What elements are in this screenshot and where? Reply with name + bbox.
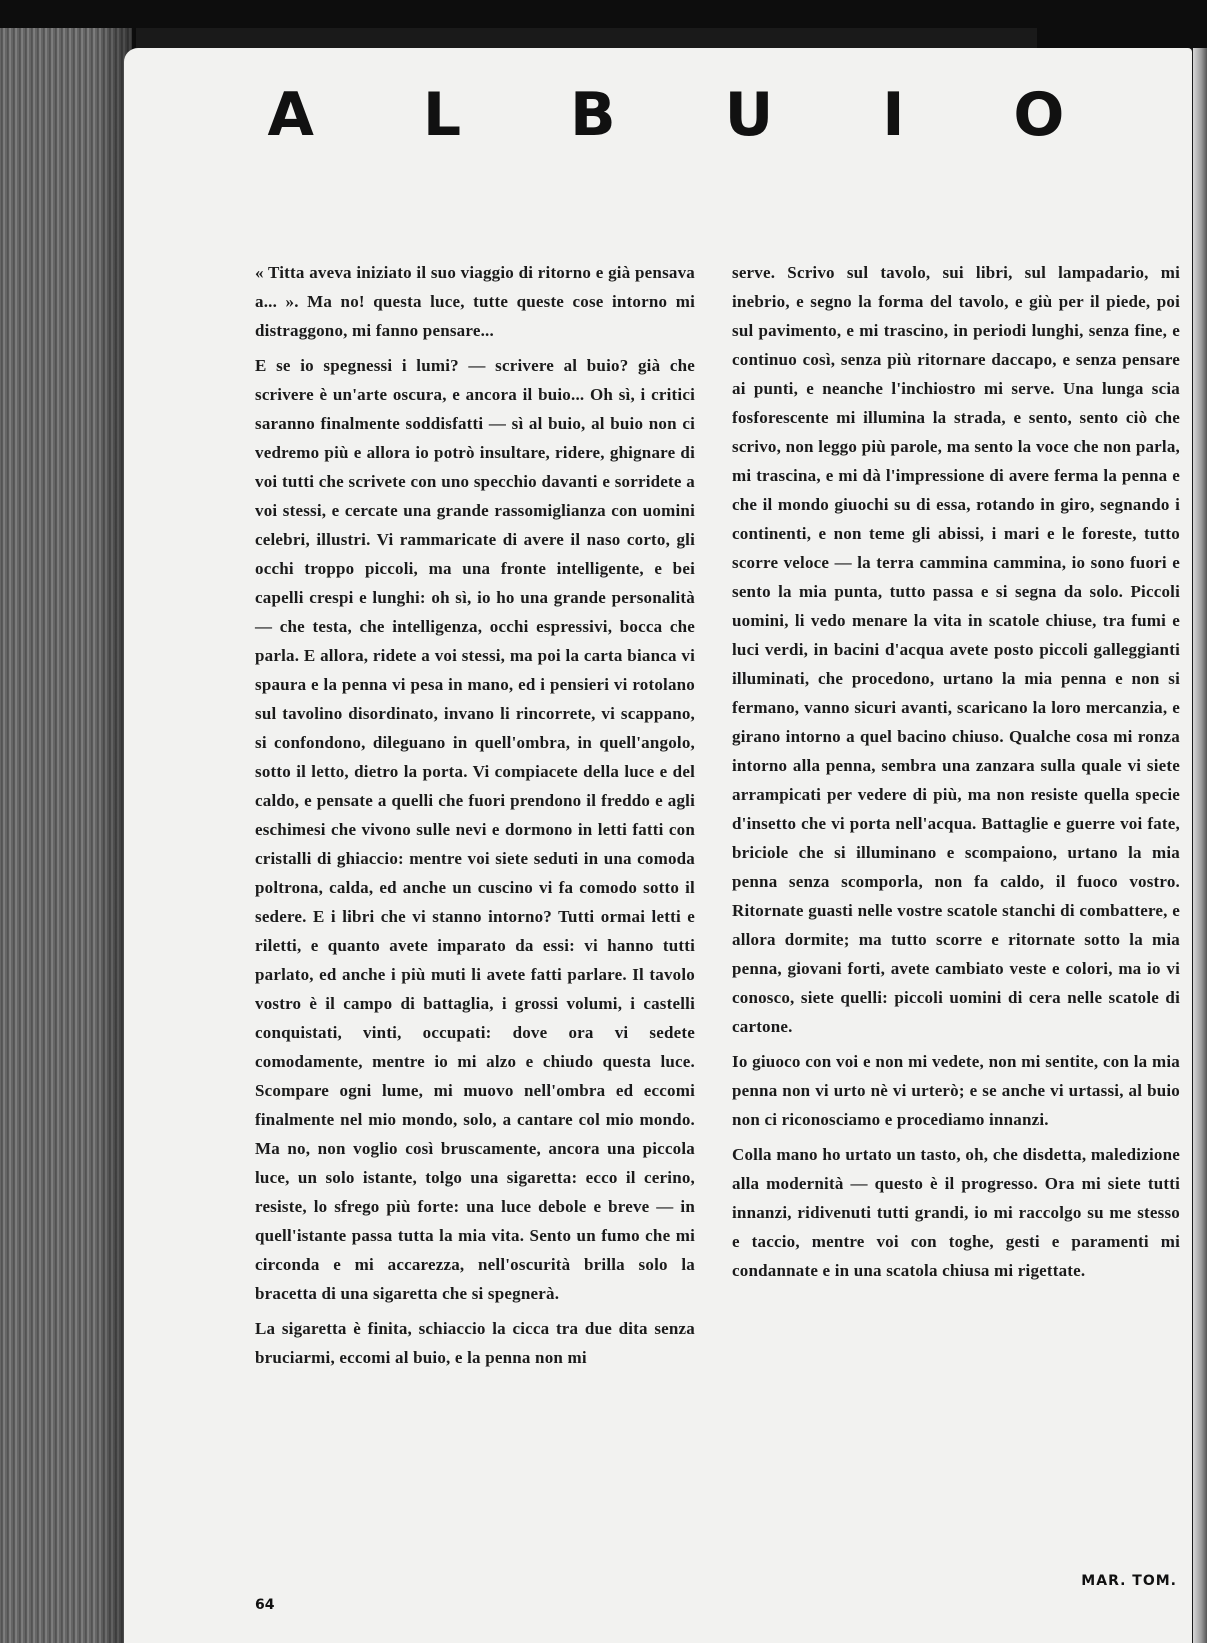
left-column <box>255 258 695 1378</box>
paragraph: La sigaretta è finita, schiaccio la cicca tra due dita senza bruciarmi, eccomi al buio, e la penna non mi <box>255 1319 695 1367</box>
article-title: A L B U I O <box>267 80 1109 150</box>
paragraph: Io giuoco con voi e non mi vedete, non mi sentite, con la mia penna non vi urto nè vi urterò; e se anche vi urtassi, al buio non ci riconosciamo e procediamo innanzi. <box>732 1052 1180 1129</box>
page-right-edge <box>1193 48 1207 1643</box>
author-signature: MAR. TOM. <box>1081 1573 1177 1589</box>
top-right-dark-border <box>1037 0 1207 48</box>
top-dark-border <box>0 0 1207 28</box>
right-column <box>732 258 1180 1291</box>
paragraph: « Titta aveva iniziato il suo viaggio di ritorno e già pensava a... ». Ma no! questa luce, tutte queste cose intorno mi distraggono, mi fanno pensare... <box>255 263 695 340</box>
paragraph: Colla mano ho urtato un tasto, oh, che disdetta, maledizione alla modernità — questo è il progresso. Ora mi siete tutti innanzi, ridivenuti tutti grandi, io mi raccolgo su me stesso e taccio, mentre voi con toghe, gesti e paramenti mi condannate e in una scatola chiusa mi rigettate. <box>732 1145 1180 1280</box>
paragraph: E se io spegnessi i lumi? — scrivere al buio? già che scrivere è un'arte oscura, e ancora il buio... Oh sì, i critici saranno finalmente soddisfatti — sì al buio, al buio non ci vedremo più e allora io potrò insultare, ridere, ghignare di voi tutti che scrivete con uno specchio davanti e sorridete a voi stessi, e cercate una grande rassomiglianza con uomini celebri, illustri. Vi rammaricate di avere il naso corto, gli occhi troppo piccoli, ma una fronte intelligente, e bei capelli crespi e lunghi: oh sì, io ho una grande personalità — che testa, che intelligenza, occhi espressivi, bocca che parla. E allora, ridete a voi stessi, ma poi la carta bianca vi spaura e la penna vi pesa in mano, ed i pensieri vi rotolano sul tavolino disordinato, invano li rincorrete, vi scappano, si confondono, dileguano in quell'ombra, in quell'angolo, sotto il letto, dietro la porta. Vi compiacete della luce e del caldo, e pensate a quelli che fuori prendono il freddo e agli eschimesi che vivono sulle nevi e dormono in letti fatti con cristalli di ghiaccio: mentre voi siete seduti in una comoda poltrona, calda, ed anche un cuscino vi fa comodo sotto il sedere. E i libri che vi stanno intorno? Tutti ormai letti e riletti, e quanto avete imparato da essi: vi hanno tutti parlato, ed anche i più muti li avete fatti parlare. Il tavolo vostro è il campo di battaglia, i grossi volumi, i castelli conquistati, vinti, occupati: dove ora vi sedete comodamente, mentre io mi alzo e chiudo questa luce. Scompare ogni lume, mi muovo nell'ombra ed eccomi finalmente nel mio mondo, solo, a cantare col mio mondo. Ma no, non voglio così bruscamente, ancora una piccola luce, un solo istante, tolgo una sigaretta: ecco il cerino, resiste, lo sfrego più forte: una luce debole e breve — in quell'istante passa tutta la mia vita. Sento un fumo che mi circonda e mi accarezza, nell'oscurità brilla solo la bracetta di una sigaretta che si spegnerà. <box>255 356 695 1303</box>
page-number: 64 <box>255 1597 275 1613</box>
paragraph: serve. Scrivo sul tavolo, sui libri, sul lampadario, mi inebrio, e segno la forma del tavolo, e giù per il piede, poi sul pavimento, e mi trascino, in periodi lunghi, senza fine, e continuo così, senza più ritornare daccapo, e senza pensare ai punti, e neanche l'inchiostro mi serve. Una lunga scia fosforescente mi illumina la strada, e sento, sento ciò che scrivo, non leggo più parole, ma sento la voce che non parla, mi trascina, e mi dà l'impressione di avere ferma la penna e che il mondo giuochi su di essa, rotando in giro, segnando i continenti, e non teme gli abissi, i mari e le foreste, tutto scorre veloce — la terra cammina cammina, io sono fuori e sento la mia punta, tutto passa e si segna da solo. Piccoli uomini, li vedo menare la vita in scatole chiuse, tra fumi e luci verdi, in bacini d'acqua avete posto piccoli galleggianti illuminati, che procedono, urtano la mia penna e non si fermano, vanno sicuri avanti, scaricano la loro mercanzia, e girano intorno a quel bacino chiuso. Qualche cosa mi ronza intorno alla penna, sembra una zanzara sulla quale vi siete arrampicati per vedere di più, ma non resiste quella specie d'insetto che vi porta nell'acqua. Battaglie e guerre voi fate, briciole che si illuminano e scompaiono, urtano la mia penna senza scomporla, non fa caldo, il fuoco vostro. Ritornate guasti nelle vostre scatole stanchi di combattere, e allora dormite; ma tutto scorre e ritornate sotto la mia penna, giovani forti, avete cambiato veste e colori, ma io vi conosco, siete quelli: piccoli uomini di cera nelle scatole di cartone. <box>732 263 1180 1036</box>
